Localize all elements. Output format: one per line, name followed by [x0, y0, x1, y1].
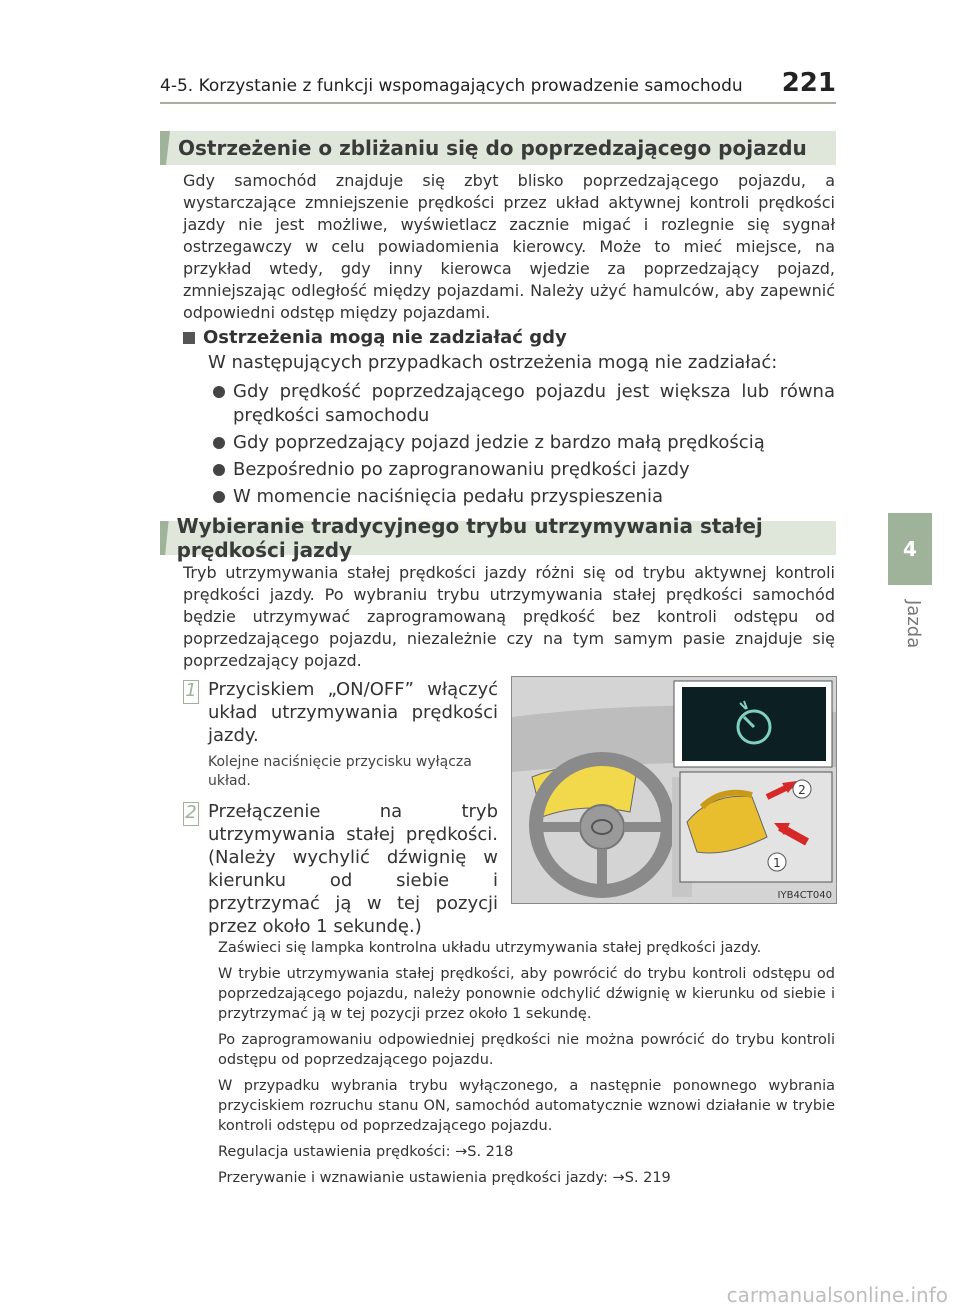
step-note: Kolejne naciśnięcie przycisku wyłącza układ. — [208, 754, 472, 789]
section-heading-warning — [160, 131, 836, 165]
reference-page-link[interactable]: S. 219 — [624, 1170, 671, 1186]
callout-2: 2 — [798, 783, 806, 797]
list-item-text: W momencie naciśnięcia pedału przyspieszenia — [233, 486, 663, 507]
section-paragraph: Tryb utrzymywania stałej prędkości jazdy różni się od trybu aktywnej kontroli prędkości jazdy. Po wybraniu trybu utrzymywania stałej prędkości samochód będzie utrzymywać zaprogramowaną prędkość bez kontroli odstępu od poprzedzającego pojazdu, niezależnie czy na tym samym pasie znajduje się poprzedzający pojazd. — [183, 563, 835, 670]
note-paragraph: W przypadku wybrania trybu wyłączonego, a następnie ponownego wybrania przyciskiem rozruchu stanu ON, samochód automatycznie wznowi działanie w trybie kontroli odstępu od poprzedzającego pojazdu. — [218, 1078, 835, 1134]
list-item — [213, 380, 835, 428]
step-text: Przyciskiem „ON/OFF” włączyć układ utrzymywania prędkości jazdy. — [208, 679, 498, 746]
step-text: Przełączenie na tryb utrzymywania stałej prędkości. (Należy wychylić dźwignię w kierunku od siebie i przytrzymać ją w tej pozycji przez około 1 sekundę.) — [208, 801, 498, 937]
bullet-dot-icon — [213, 437, 225, 449]
section-paragraph: Gdy samochód znajduje się zbyt blisko poprzedzającego pojazdu, a wystarczające zmniejszenie prędkości przez układ aktywnej kontroli prędkości jazdy nie jest możliwe, wyświetlacz zacznie migać i rozlegnie się sygnał ostrzegawczy w celu powiadomienia kierowcy. Może to mieć miejsce, na przykład wtedy, gdy inny kierowca wjedzie za poprzedzający pojazd, zmniejszając odległość między pojazdami. Należy użyć hamulców, aby zapewnić odpowiedni odstęp między pojazdami. — [183, 171, 835, 322]
steering-wheel-illustration — [512, 677, 836, 903]
list-item — [213, 485, 835, 509]
reference-text: Regulacja ustawienia prędkości: — [218, 1144, 456, 1160]
subheading — [183, 327, 567, 348]
section-accent — [160, 131, 170, 165]
reference-line — [218, 1142, 835, 1162]
page-header — [160, 70, 836, 104]
note-paragraph: Zaświeci się lampka kontrolna układu utrzymywania stałej prędkości jazdy. — [218, 940, 762, 956]
bullet-dot-icon — [213, 491, 225, 503]
chapter-tab — [888, 513, 932, 585]
square-bullet-icon — [183, 332, 195, 344]
reference-line — [218, 1168, 835, 1188]
section-title: Wybieranie tradycyjnego trybu utrzymywania stałej prędkości jazdy — [176, 514, 763, 562]
subheading-text: Ostrzeżenia mogą nie zadziałać gdy — [203, 327, 567, 348]
bullet-list — [213, 380, 835, 512]
arrow-right-icon: → — [455, 1144, 468, 1160]
reference-page-link[interactable]: S. 218 — [467, 1144, 514, 1160]
chapter-label: Jazda — [903, 599, 924, 649]
subheading-intro: W następujących przypadkach ostrzeżenia mogą nie zadziałać: — [208, 352, 778, 373]
list-item — [213, 431, 835, 455]
section-heading-conventional-mode — [160, 514, 836, 562]
note-paragraph: W trybie utrzymywania stałej prędkości, aby powrócić do trybu kontroli odstępu od poprzedzającego pojazdu, należy ponownie odchylić dźwignię w kierunku od siebie i przytrzymać ją w tej pozycji przez około 1 sekundę. — [218, 966, 835, 1022]
cruise-control-figure — [511, 676, 837, 904]
list-item-text: Gdy prędkość poprzedzającego pojazdu jest większa lub równa prędkości samochodu — [233, 381, 835, 426]
chapter-header-title: 4-5. Korzystanie z funkcji wspomagających prowadzenie samochodu — [160, 76, 743, 96]
page-number: 221 — [781, 68, 836, 98]
list-item-text: Gdy poprzedzający pojazd jedzie z bardzo małą prędkością — [233, 432, 765, 453]
step-1 — [183, 678, 498, 791]
step-2 — [183, 800, 498, 938]
arrow-right-icon: → — [612, 1170, 625, 1186]
bullet-dot-icon — [213, 386, 225, 398]
notes-block — [218, 938, 835, 1194]
bullet-dot-icon — [213, 464, 225, 476]
chapter-number: 4 — [903, 537, 917, 561]
section-title: Ostrzeżenie o zbliżaniu się do poprzedzającego pojazdu — [178, 136, 807, 160]
note-paragraph: Po zaprogramowaniu odpowiedniej prędkości nie można powrócić do trybu kontroli odstępu od poprzedzającego pojazdu. — [218, 1032, 835, 1068]
section-accent — [160, 521, 169, 555]
callout-1: 1 — [773, 856, 781, 870]
step-number: 2 — [183, 802, 199, 826]
step-number: 1 — [183, 680, 199, 704]
watermark: carmanualsonline.info — [726, 1283, 948, 1307]
reference-text: Przerywanie i wznawianie ustawienia prędkości jazdy: — [218, 1170, 613, 1186]
list-item-text: Bezpośrednio po zaprogranowaniu prędkości jazdy — [233, 459, 690, 480]
list-item — [213, 458, 835, 482]
figure-code: IYB4CT040 — [777, 890, 832, 901]
